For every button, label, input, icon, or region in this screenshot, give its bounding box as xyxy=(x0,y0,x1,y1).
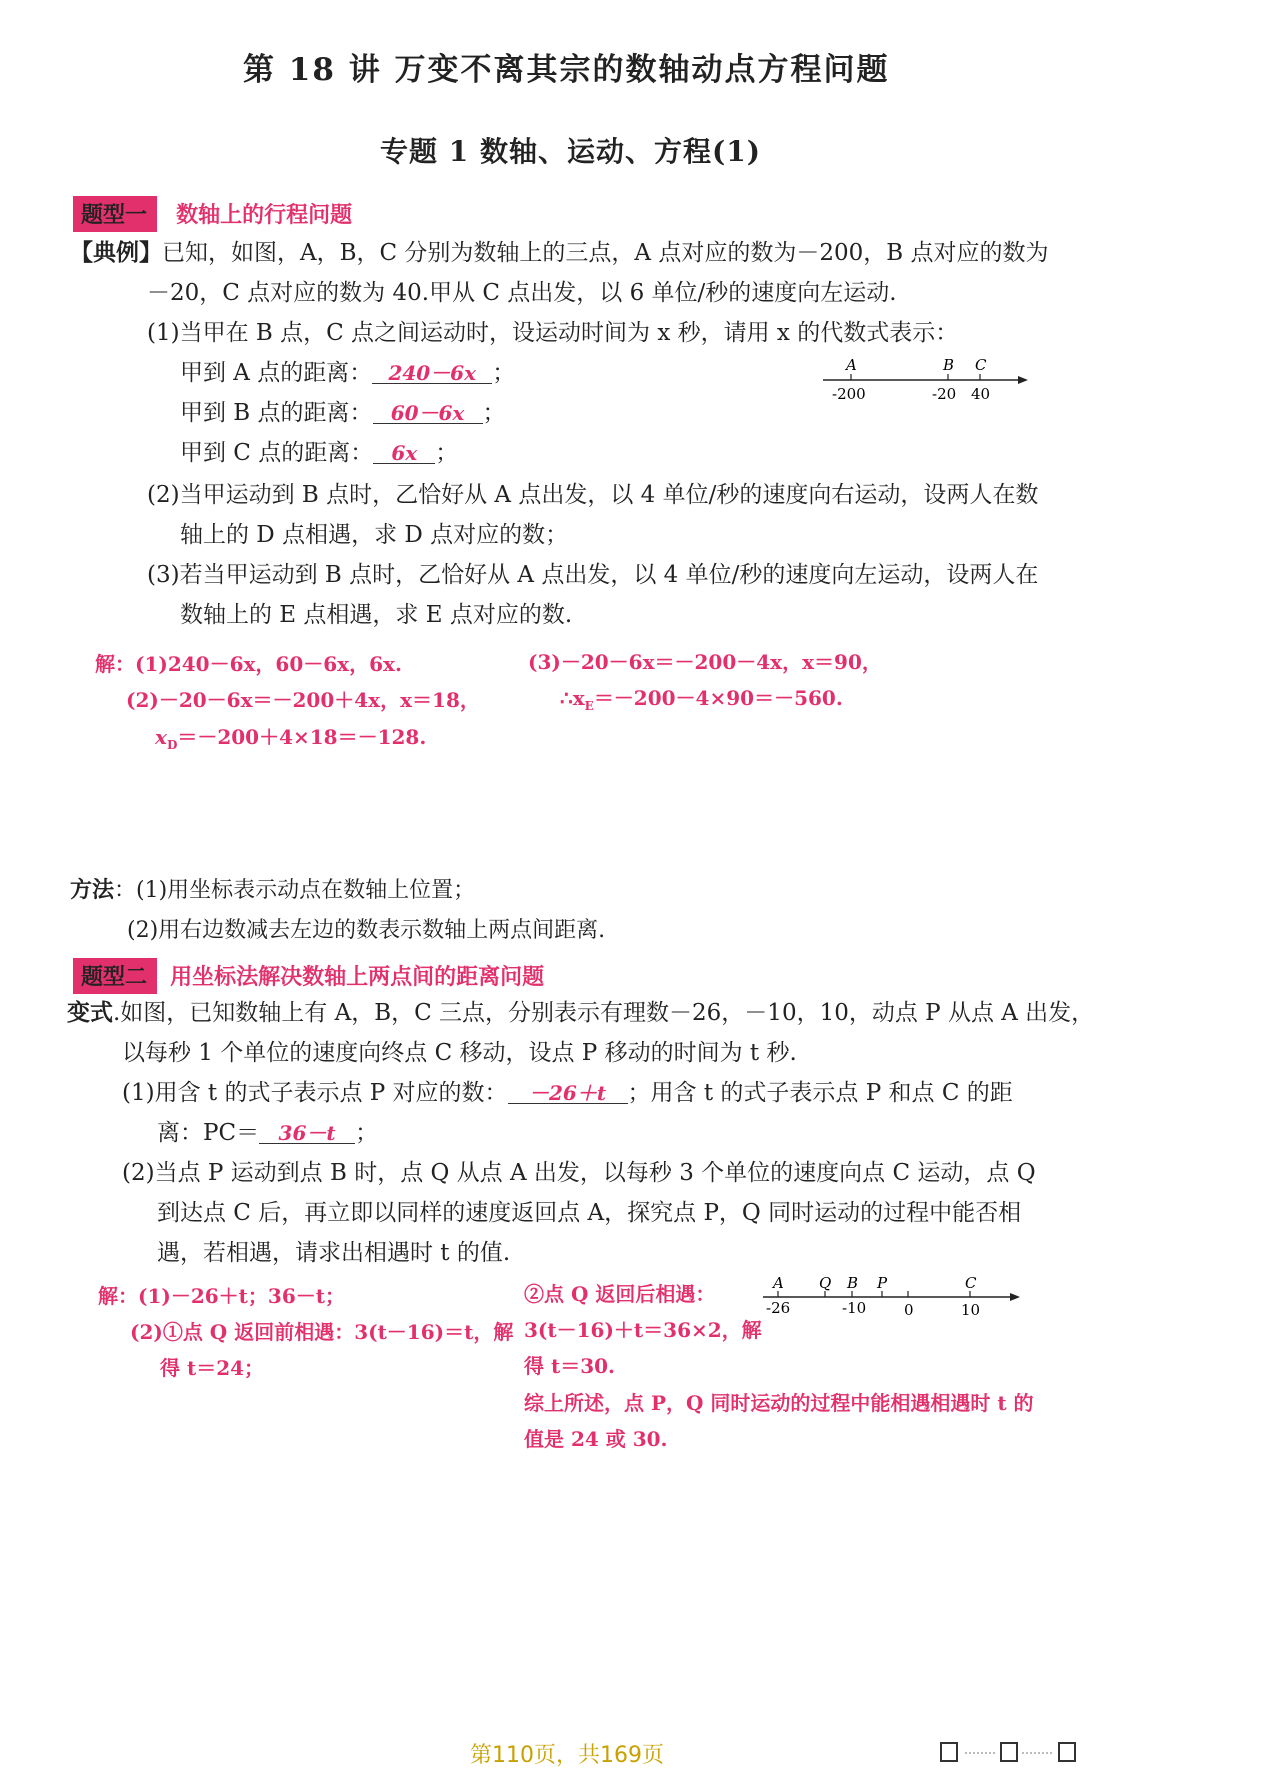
page-title: 第 18 讲 万变不离其宗的数轴动点方程问题 xyxy=(243,52,890,88)
variant-q2-line2: 到达点 C 后，再立即以同样的速度返回点 A，探究点 P，Q 同时运动的过程中能否相 xyxy=(157,1200,1022,1226)
axis2-label-b: B xyxy=(847,1274,859,1292)
axis2-label-q: Q xyxy=(819,1274,832,1292)
solution2-line1: 解：(1)－26＋t；36－t； xyxy=(98,1284,345,1308)
solution1-line4: (3)－20－6x＝－200－4x，x＝90， xyxy=(528,650,882,674)
solution1-line2: (2)－20－6x＝－200＋4x，x＝18， xyxy=(126,688,480,712)
next-control[interactable] xyxy=(1000,1742,1018,1762)
solution1-xe-rest: ＝－200－4×90＝－560. xyxy=(593,686,843,710)
variant-q1-pc-label: 离：PC＝ xyxy=(157,1120,260,1146)
axis1-label-b: B xyxy=(943,356,955,374)
solution2-line5: 3(t－16)＋t＝36×2，解 xyxy=(524,1318,762,1342)
page-indicator: 第110页，共169页 xyxy=(470,1743,664,1768)
method-line2: (2)用右边数减去左边的数表示数轴上两点间距离. xyxy=(127,918,606,943)
prev-control[interactable] xyxy=(940,1742,958,1762)
solution1-line1: 解：(1)240－6x，60－6x，6x. xyxy=(95,652,402,676)
q1a-label: 甲到 A 点的距离： xyxy=(180,360,373,386)
solution1-line3 xyxy=(155,721,426,752)
solution1-xe-var: ∴x xyxy=(560,686,585,710)
example-text-1: 已知，如图，A，B，C 分别为数轴上的三点，A 点对应的数为－200，B 点对应的数为 xyxy=(162,240,1049,266)
type2-badge: 题型二 xyxy=(73,958,157,994)
example-stem-line2: －20，C 点对应的数为 40.甲从 C 点出发，以 6 单位/秒的速度向左运动. xyxy=(147,280,897,306)
example-q1: (1)当甲在 B 点，C 点之间运动时，设运动时间为 x 秒，请用 x 的代数式表示： xyxy=(147,320,959,346)
variant-stem-line2: 以每秒 1 个单位的速度向终点 C 移动，设点 P 移动的时间为 t 秒. xyxy=(122,1040,797,1066)
solution2-line4: ②点 Q 返回后相遇： xyxy=(524,1282,716,1306)
variant-text-1: .如图，已知数轴上有 A，B，C 三点，分别表示有理数－26，－10，10，动点 P 从点 A 出发， xyxy=(113,1000,1095,1026)
variant-q1-end: ； xyxy=(355,1120,379,1146)
q1b-label: 甲到 B 点的距离： xyxy=(180,400,373,426)
type2-topic: 用坐标法解决数轴上两点间的距离问题 xyxy=(170,965,545,990)
axis2-label-p: P xyxy=(877,1274,888,1292)
q1a-end: ； xyxy=(492,360,516,386)
axis1-label-a: A xyxy=(846,356,857,374)
example-q2-line2: 轴上的 D 点相遇，求 D 点对应的数； xyxy=(180,522,569,548)
variant-q1-prefix: (1)用含 t 的式子表示点 P 对应的数： xyxy=(122,1080,508,1106)
solution2-line2: (2)①点 Q 返回前相遇：3(t－16)＝t，解 xyxy=(130,1320,514,1344)
solution1-xd-sub: D xyxy=(166,738,178,752)
axis2-label-c: C xyxy=(965,1274,977,1292)
example-q2-line1: (2)当甲运动到 B 点时，乙恰好从 A 点出发，以 4 单位/秒的速度向右运动，设两人在数 xyxy=(147,482,1039,508)
axis2-num-0: 0 xyxy=(904,1301,914,1319)
method-text-1: ：(1)用坐标表示动点在数轴上位置； xyxy=(114,878,476,903)
type1-topic: 数轴上的行程问题 xyxy=(176,203,353,228)
variant-q1-line1 xyxy=(122,1082,1013,1105)
axis1-num-a: -200 xyxy=(832,385,866,403)
type1-badge: 题型一 xyxy=(73,196,157,232)
page-dots xyxy=(965,1752,995,1754)
axis2-num-neg10: -10 xyxy=(842,1299,867,1317)
variant-q1-answer-a: －26＋t xyxy=(508,1083,628,1104)
axis2-num-10: 10 xyxy=(961,1301,981,1319)
variant-q2-line3: 遇，若相遇，请求出相遇时 t 的值. xyxy=(157,1240,511,1266)
type1-header xyxy=(73,196,352,232)
variant-q2-line1: (2)当点 P 运动到点 B 时，点 Q 从点 A 出发，以每秒 3 个单位的速度向点 C 运动，点 Q xyxy=(122,1160,1036,1186)
number-line-1 xyxy=(818,355,1038,405)
solution2-line6: 得 t＝30. xyxy=(524,1354,615,1378)
q1c-label: 甲到 C 点的距离： xyxy=(180,440,374,466)
variant-tag: 变式 xyxy=(67,1000,113,1026)
example-q1a xyxy=(180,362,515,385)
method-label: 方法 xyxy=(70,878,115,903)
variant-q1-line2 xyxy=(157,1122,378,1145)
axis1-num-b: -20 xyxy=(932,385,957,403)
example-q1c xyxy=(180,442,458,465)
example-q1b xyxy=(180,402,506,425)
solution1-xd-var: x xyxy=(155,725,167,749)
solution1-xe-sub: E xyxy=(584,699,594,713)
q1b-answer: 60－6x xyxy=(373,403,483,424)
axis2-label-a: A xyxy=(773,1274,784,1292)
number-line-2 xyxy=(758,1273,1028,1323)
solution2-line8: 值是 24 或 30. xyxy=(524,1427,668,1451)
solution1-line5 xyxy=(560,682,843,713)
section-subtitle: 专题 1 数轴、运动、方程(1) xyxy=(380,135,761,168)
q1b-end: ； xyxy=(482,400,506,426)
q1a-answer: 240－6x xyxy=(372,363,492,384)
variant-q1-answer-b: 36－t xyxy=(259,1123,355,1144)
q1c-end: ； xyxy=(435,440,459,466)
q1c-answer: 6x xyxy=(373,443,435,464)
example-q3-line1: (3)若当甲运动到 B 点时，乙恰好从 A 点出发，以 4 单位/秒的速度向左运动，设两人在 xyxy=(147,562,1039,588)
axis1-num-c: 40 xyxy=(971,385,991,403)
solution2-line7: 综上所述，点 P，Q 同时运动的过程中能相遇相遇时 t 的 xyxy=(524,1391,1034,1415)
last-control[interactable] xyxy=(1058,1742,1076,1762)
axis2-num-neg26: -26 xyxy=(766,1299,791,1317)
variant-q1-middle: ；用含 t 的式子表示点 P 和点 C 的距 xyxy=(627,1080,1013,1106)
example-q3-line2: 数轴上的 E 点相遇，求 E 点对应的数. xyxy=(180,602,573,628)
solution1-xd-rest: ＝－200＋4×18＝－128. xyxy=(177,725,427,749)
variant-stem-line1 xyxy=(67,1002,1094,1025)
example-stem-line1 xyxy=(70,241,1048,265)
page-dots-2 xyxy=(1022,1752,1052,1754)
type2-header xyxy=(73,958,544,994)
method-line1 xyxy=(70,880,475,902)
axis1-label-c: C xyxy=(975,356,987,374)
example-tag: 【典例】 xyxy=(70,239,162,266)
solution2-line3: 得 t＝24； xyxy=(160,1356,265,1380)
